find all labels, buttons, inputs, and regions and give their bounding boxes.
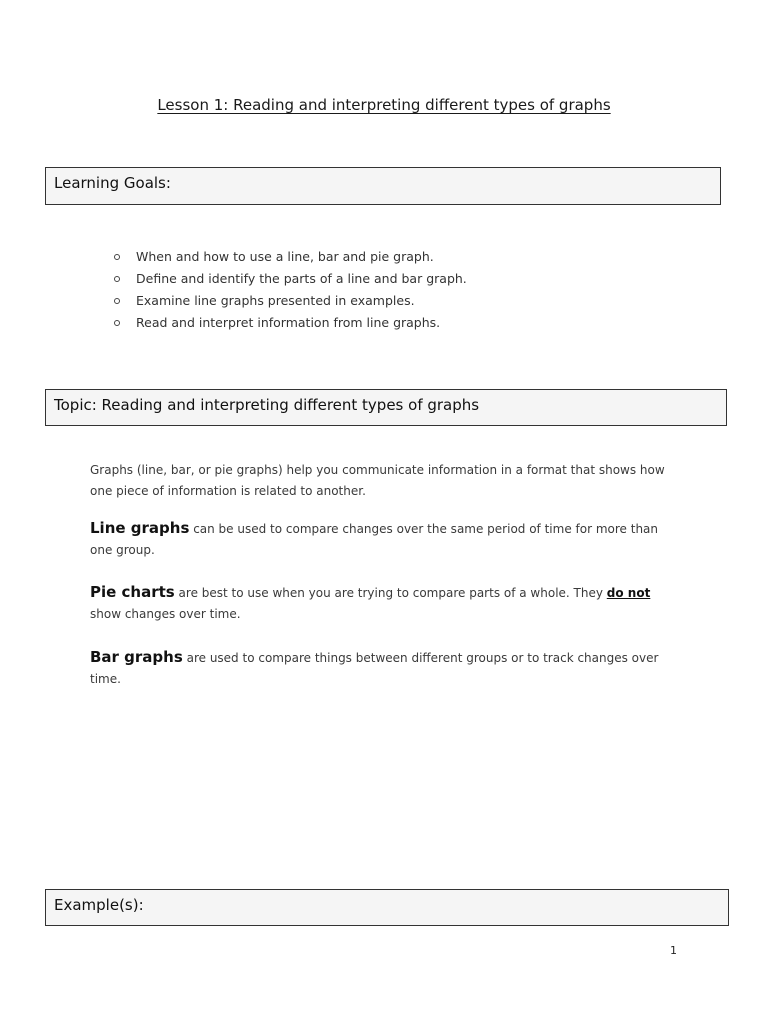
list-item [114,312,467,334]
list-item [114,246,467,268]
goal-text: Define and identify the parts of a line and bar graph. [136,271,467,286]
examples-header-box [45,889,729,926]
line-graphs-text: can be used to compare changes over the same period of time for more than one group. [90,522,659,557]
pie-charts-text-before: are best to use when you are trying to compare parts of a whole. They [174,586,607,600]
bar-graphs-text: are used to compare things between different groups or to track changes over time. [90,651,659,686]
list-item [114,290,467,312]
learning-goals-list [114,246,467,334]
topic-header-box [45,389,727,426]
goal-text: Examine line graphs presented in examples. [136,293,415,308]
intro-paragraph: Graphs (line, bar, or pie graphs) help you communicate information in a format that shows how one piece of information is related to another. [90,463,665,498]
page-number: 1 [670,944,677,957]
circle-bullet-icon [114,254,120,260]
goal-text: Read and interpret information from line graphs. [136,315,441,330]
circle-bullet-icon [114,320,120,326]
circle-bullet-icon [114,276,120,282]
line-graphs-term: Line graphs [90,519,190,537]
list-item [114,268,467,290]
pie-charts-paragraph [90,582,680,625]
bar-graphs-term: Bar graphs [90,648,183,666]
goal-text: When and how to use a line, bar and pie graph. [136,249,434,264]
pie-charts-emphasis: do not [606,586,651,600]
pie-charts-term: Pie charts [90,583,175,601]
learning-goals-header: Learning Goals: [54,174,171,192]
line-graphs-paragraph [90,518,680,561]
topic-header: Topic: Reading and interpreting different types of graphs [54,396,480,414]
circle-bullet-icon [114,298,120,304]
pie-charts-text-after: show changes over time. [90,607,241,621]
examples-header: Example(s): [54,896,144,914]
lesson-title: Lesson 1: Reading and interpreting different types of graphs [157,96,611,114]
bar-graphs-paragraph [90,647,680,690]
learning-goals-header-box [45,167,721,205]
